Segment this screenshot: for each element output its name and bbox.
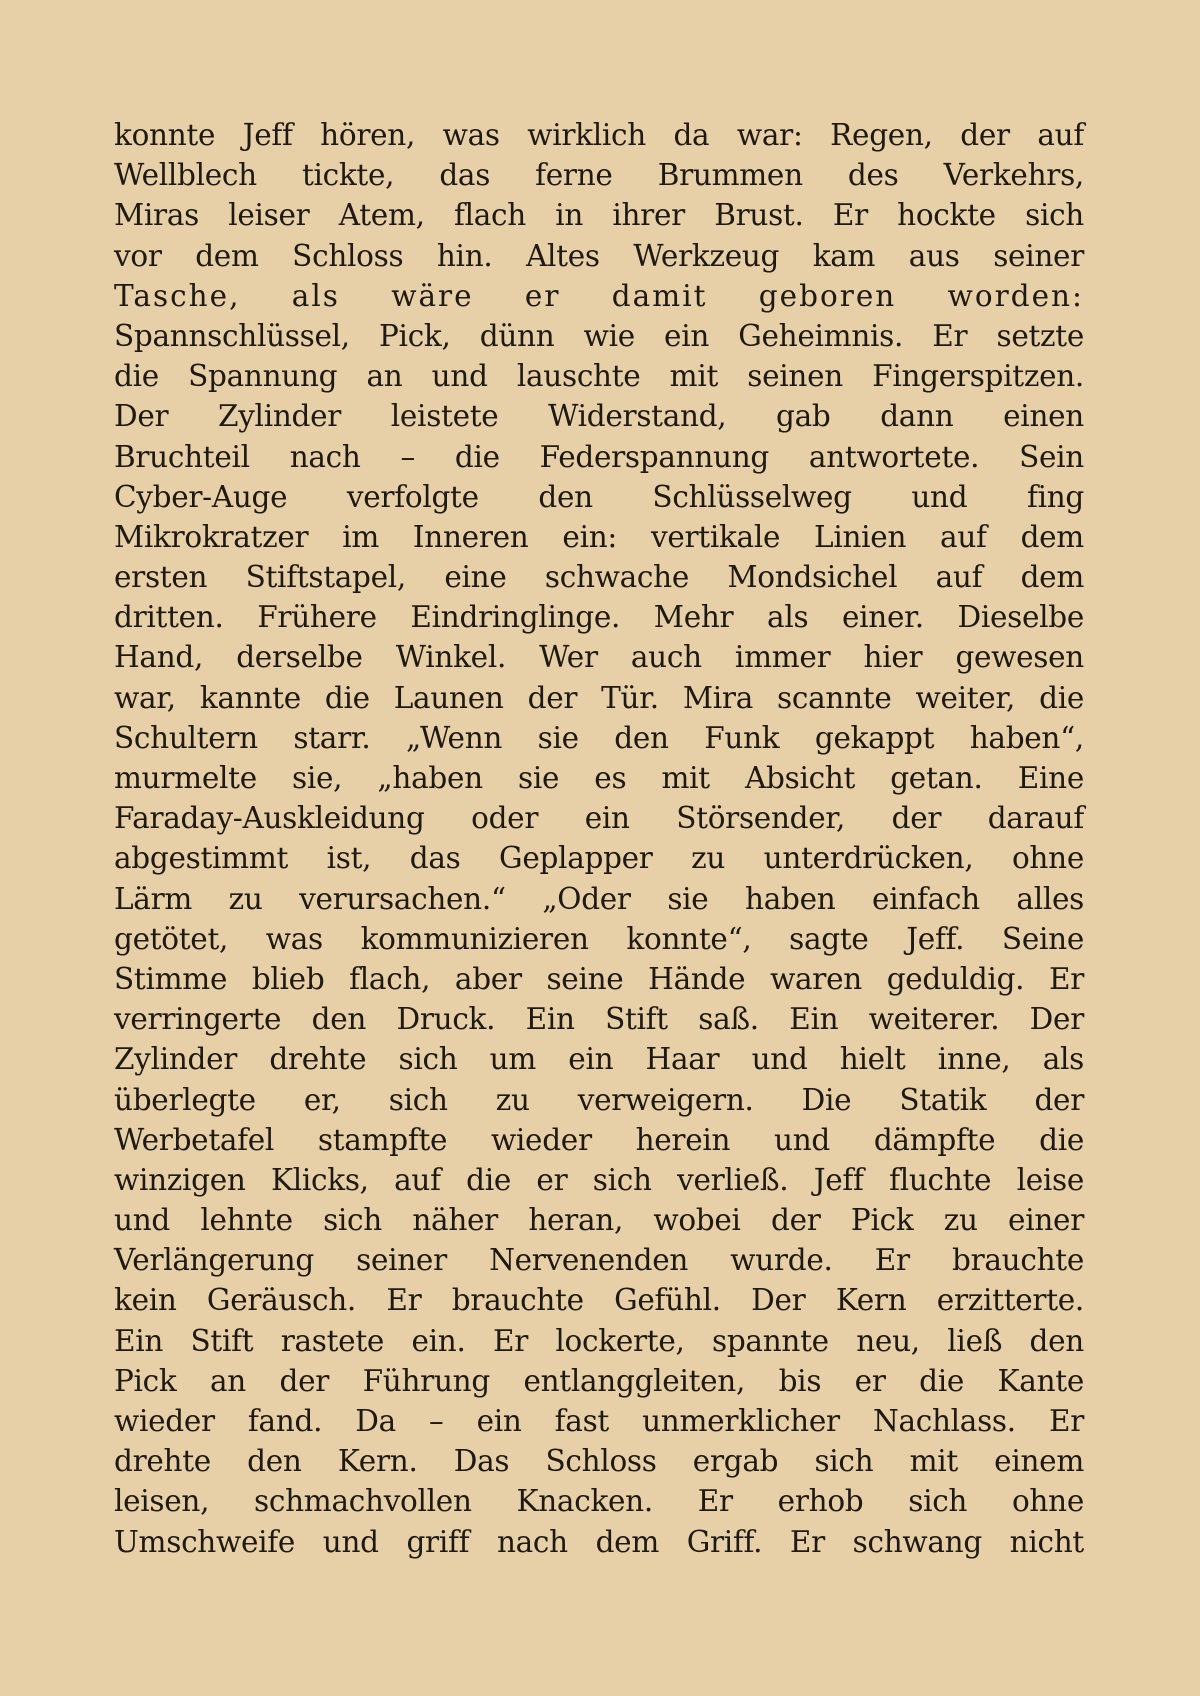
text-line: Hand, derselbe Winkel. Wer auch immer hier gewesen — [114, 640, 1084, 675]
text-line: abgestimmt ist, das Geplapper zu unterdrücken, ohne — [114, 841, 1084, 876]
text-line: vor dem Schloss hin. Altes Werkzeug kam aus seiner — [114, 238, 1084, 273]
text-line: ersten Stiftstapel, eine schwache Mondsichel auf dem — [114, 560, 1084, 595]
text-line: Verlängerung seiner Nervenenden wurde. Er brauchte — [114, 1243, 1084, 1278]
text-line: verringerte den Druck. Ein Stift saß. Ein weiterer. Der — [114, 1002, 1084, 1037]
text-line: überlegte er, sich zu verweigern. Die Statik der — [114, 1082, 1084, 1117]
text-line: Pick an der Führung entlanggleiten, bis er die Kante — [114, 1363, 1084, 1398]
text-line: Werbetafel stampfte wieder herein und dämpfte die — [114, 1122, 1084, 1157]
text-line: drehte den Kern. Das Schloss ergab sich mit einem — [114, 1444, 1084, 1479]
text-line: Tasche, als wäre er damit geboren worden: — [114, 278, 1084, 313]
text-line: Wellblech tickte, das ferne Brummen des Verkehrs, — [114, 158, 1084, 193]
text-line: Bruchteil nach – die Federspannung antwortete. Sein — [114, 439, 1084, 474]
text-line: leisen, schmachvollen Knacken. Er erhob sich ohne — [114, 1484, 1084, 1519]
text-line: Spannschlüssel, Pick, dünn wie ein Geheimnis. Er setzte — [114, 318, 1084, 353]
text-line: Umschweife und griff nach dem Griff. Er schwang nicht — [114, 1524, 1084, 1559]
text-line: Stimme blieb flach, aber seine Hände waren geduldig. Er — [114, 961, 1084, 996]
text-line: Miras leiser Atem, flach in ihrer Brust. Er hockte sich — [114, 198, 1084, 233]
text-line: kein Geräusch. Er brauchte Gefühl. Der Kern erzitterte. — [114, 1283, 1084, 1318]
text-line: getötet, was kommunizieren konnte“, sagte Jeff. Seine — [114, 921, 1084, 956]
text-line: Faraday-Auskleidung oder ein Störsender, der darauf — [114, 801, 1084, 836]
text-line: und lehnte sich näher heran, wobei der Pick zu einer — [114, 1203, 1084, 1238]
book-page-text — [114, 115, 1084, 1562]
text-line: winzigen Klicks, auf die er sich verließ. Jeff fluchte leise — [114, 1162, 1084, 1197]
text-line: wieder fand. Da – ein fast unmerklicher Nachlass. Er — [114, 1404, 1084, 1438]
text-line: Mikrokratzer im Inneren ein: vertikale Linien auf dem — [114, 519, 1084, 554]
text-line: konnte Jeff hören, was wirklich da war: Regen, der auf — [114, 118, 1084, 152]
text-line: war, kannte die Launen der Tür. Mira scannte weiter, die — [114, 680, 1084, 715]
text-line: Lärm zu verursachen.“ „Oder sie haben einfach alles — [114, 881, 1084, 916]
text-line: Der Zylinder leistete Widerstand, gab dann einen — [114, 399, 1084, 434]
text-line: murmelte sie, „haben sie es mit Absicht getan. Eine — [114, 761, 1084, 795]
text-line: Zylinder drehte sich um ein Haar und hielt inne, als — [114, 1042, 1084, 1077]
text-line: dritten. Frühere Eindringlinge. Mehr als einer. Dieselbe — [114, 600, 1084, 635]
text-line: Schultern starr. „Wenn sie den Funk gekappt haben“, — [114, 720, 1084, 755]
text-line: Ein Stift rastete ein. Er lockerte, spannte neu, ließ den — [114, 1323, 1084, 1358]
text-line: Cyber-Auge verfolgte den Schlüsselweg und fing — [114, 479, 1084, 514]
text-line: die Spannung an und lauschte mit seinen Fingerspitzen. — [114, 359, 1084, 394]
